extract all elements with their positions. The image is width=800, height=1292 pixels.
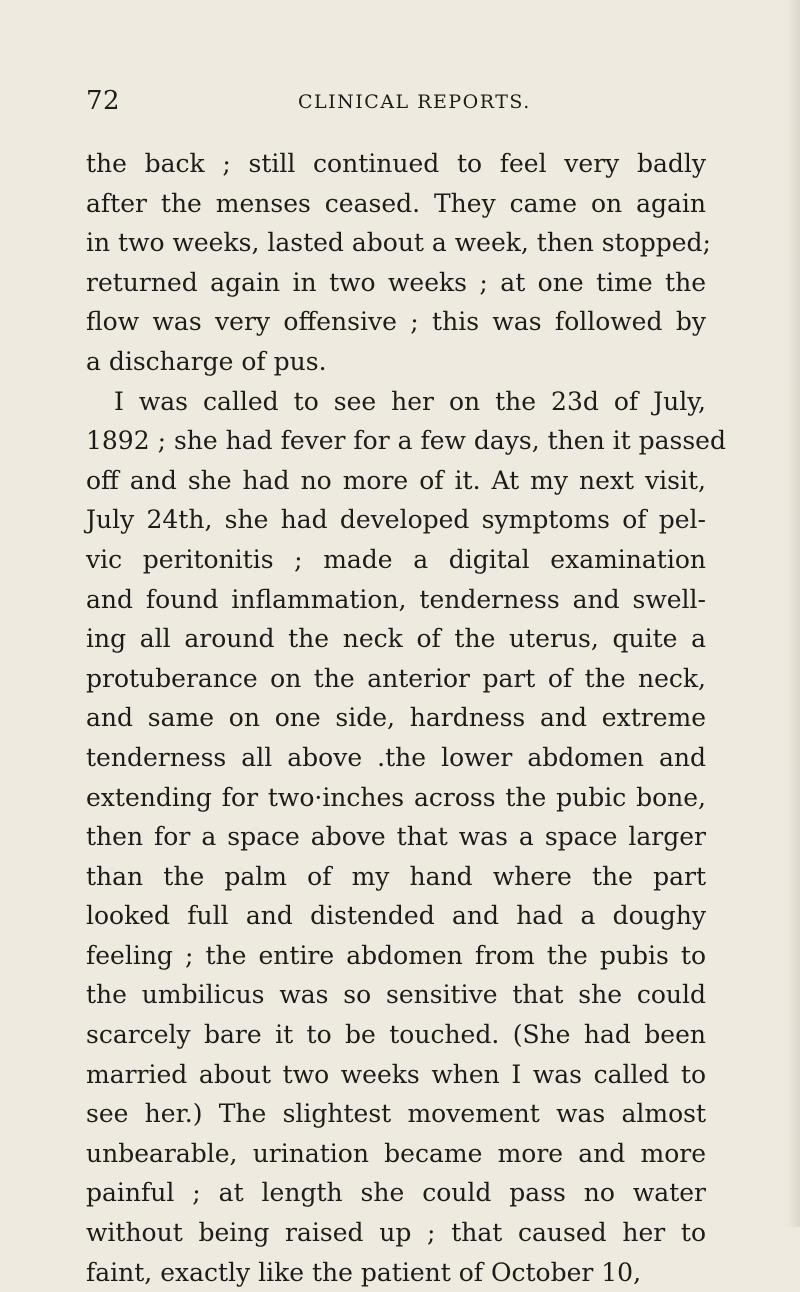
text-line: I was called to see her on the 23d of July, <box>114 386 706 416</box>
running-head: CLINICAL REPORTS. <box>298 91 531 113</box>
text-line: in two weeks, lasted about a week, then stopped; <box>86 228 711 258</box>
text-line: a discharge of pus. <box>86 346 327 376</box>
text-line: July 24th, she had developed symptoms of pel- <box>86 505 706 535</box>
text-line: faint, exactly like the patient of October 10, <box>86 1257 642 1287</box>
text-line: and found inflammation, tenderness and swell- <box>86 584 706 614</box>
text-line: painful ; at length she could pass no water <box>86 1178 706 1208</box>
text-line: without being raised up ; that caused her to <box>86 1218 706 1248</box>
page-header <box>86 86 726 120</box>
text-line: then for a space above that was a space larger <box>86 822 706 852</box>
text-line: feeling ; the entire abdomen from the pubis to <box>86 940 706 970</box>
text-line: returned again in two weeks ; at one time the <box>86 267 706 297</box>
text-line: see her.) The slightest movement was almost <box>86 1099 706 1129</box>
text-line: protuberance on the anterior part of the neck, <box>86 663 706 693</box>
text-line: 1892 ; she had fever for a few days, then it passed <box>86 426 726 456</box>
text-line: unbearable, urination became more and more <box>86 1138 706 1168</box>
body-text <box>86 144 726 1292</box>
text-line: tenderness all above .the lower abdomen and <box>86 742 706 772</box>
text-line: ing all around the neck of the uterus, quite a <box>86 624 706 654</box>
text-line: after the menses ceased. They came on again <box>86 188 706 218</box>
text-line: looked full and distended and had a doughy <box>86 901 706 931</box>
text-line: and same on one side, hardness and extreme <box>86 703 706 733</box>
text-line: than the palm of my hand where the part <box>86 861 706 891</box>
text-line: flow was very offensive ; this was followed by <box>86 307 706 337</box>
page-edge-shadow <box>786 0 800 1227</box>
text-line: married about two weeks when I was called to <box>86 1059 706 1089</box>
text-line: scarcely bare it to be touched. (She had been <box>86 1020 706 1050</box>
text-line: extending for two·inches across the pubic bone, <box>86 782 706 812</box>
text-line: the umbilicus was so sensitive that she could <box>86 980 706 1010</box>
text-line: the back ; still continued to feel very badly <box>86 149 706 178</box>
page-number: 72 <box>86 86 121 116</box>
text-line: off and she had no more of it. At my next visit, <box>86 465 706 495</box>
text-line: vic peritonitis ; made a digital examination <box>86 544 706 574</box>
